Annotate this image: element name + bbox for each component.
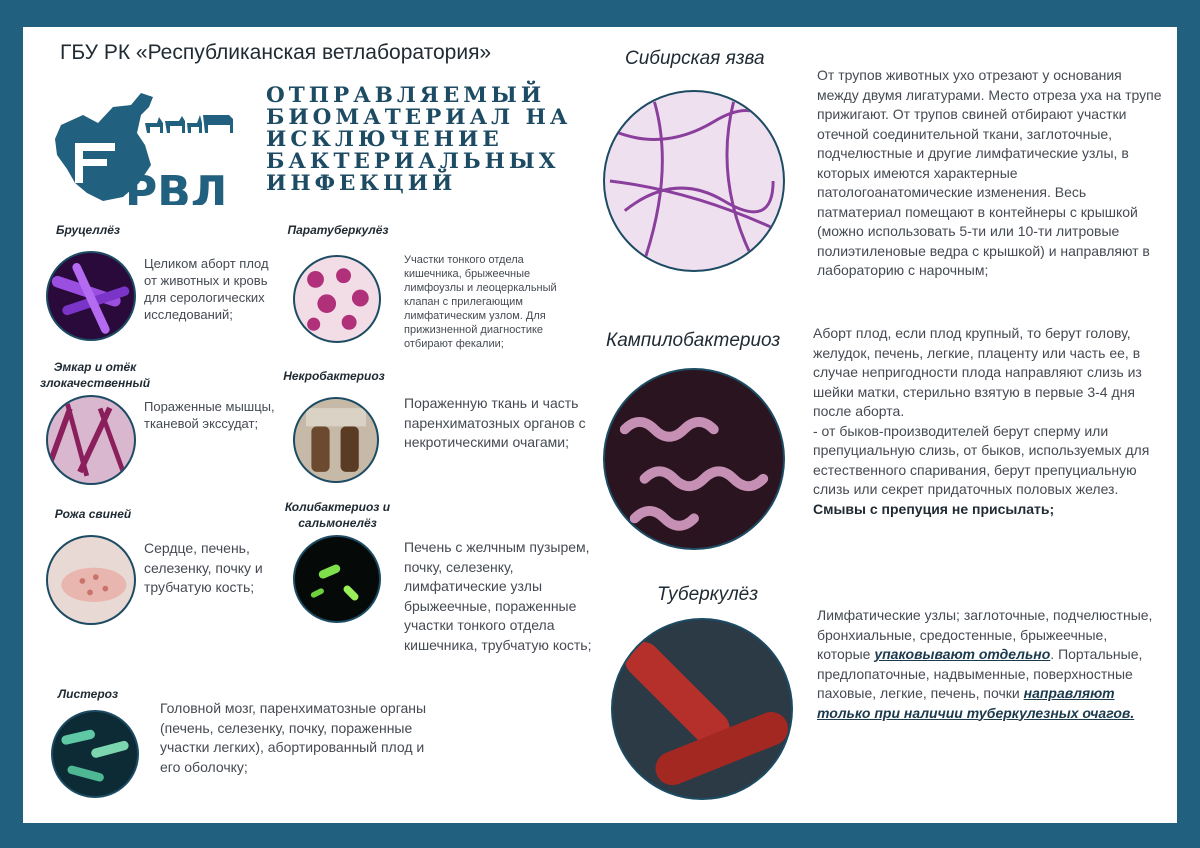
title-line: ИНФЕКЦИЙ [266, 171, 457, 196]
colibacteriosis-image [293, 535, 381, 623]
emkar-description: Пораженные мышцы, тканевой экссудат; [144, 399, 275, 431]
anthrax-description: От трупов животных ухо отрезают у основания между двумя лигатурами. Место отреза уха на трупе прижигают. От трупов свиней отбирают участки отечной соединительной ткани, заглоточные, подчелюстные и другие лимфатические узлы, в которых имеются характерные патологоанатомические изменения. Весь патматериал помещают в контейнеры с крышкой (можно использовать 5-ти или 10-ти литровые полиэтиленовые ведра с крышкой) и направляют в лабораторию с нарочным; [817, 67, 1162, 278]
necrobacteriosis-description: Пораженную ткань и часть паренхиматозных органов с некротическими очагами; [404, 395, 586, 450]
brucellosis-image [46, 251, 136, 341]
disease-name-tuberculosis: Туберкулёз [657, 584, 759, 605]
disease-name-brucellosis: Бруцеллёз [55, 223, 121, 237]
campylobacteriosis-description [813, 324, 1158, 519]
necrobacteriosis-image [293, 397, 379, 483]
paratuberculosis-image [293, 255, 381, 343]
tuberculosis-image [611, 618, 793, 800]
tuberculosis-description [817, 606, 1162, 723]
disease-name-anthrax: Сибирская язва [625, 48, 765, 69]
poster [23, 27, 1177, 823]
disease-name-necrobacteriosis: Некробактериоз [283, 369, 385, 383]
listeriosis-image [51, 710, 139, 798]
disease-name-listeriosis: Листероз [57, 687, 119, 701]
title-line: БАКТЕРИАЛЬНЫХ [266, 149, 560, 174]
listeriosis-description: Головной мозг, паренхиматозные органы (печень, селезенку, почку, пораженные участки легких), абортированный плод и его оболочку; [160, 700, 427, 775]
rvl-logo [53, 85, 243, 210]
campylobacteriosis-text: Аборт плод, если плод крупный, то берут голову, желудок, печень, легкие, плаценту или часть ее, в случае непригодности плода направляют слизь из шейки матки, стерильно взятую в первые 3-4 дня после аборта. - от быков-производителей берут сперму или препуциальную слизь, от быков, используемых для естественного спаривания, берут препуциальную слизь или секрет придаточных половых желез. [813, 325, 1150, 497]
campylobacteriosis-warning: Смывы с препуция не присылать; [813, 500, 1055, 517]
tuberculosis-emphasis-b: направляют только при наличии туберкулезных очагов. [817, 685, 1135, 721]
title-line: БИОМАТЕРИАЛ НА [266, 105, 572, 130]
title-line: ИСКЛЮЧЕНИЕ [266, 127, 503, 152]
erysipelas-description: Сердце, печень, селезенку, почку и трубчатую кость; [144, 540, 263, 595]
tuberculosis-text-a: Лимфатические узлы; заглоточные, подчелюстные, бронхиальные, средостенные, брыжеечные, которые [817, 607, 1153, 662]
anthrax-image [603, 90, 785, 272]
poster-title [266, 85, 596, 195]
organization-title: ГБУ РК «Республиканская ветлаборатория» [60, 41, 492, 64]
brucellosis-description: Целиком аборт плод от животных и кровь для серологических исследований; [144, 256, 269, 322]
disease-name-emkar: Эмкар и отёк злокачественный [39, 360, 151, 390]
disease-name-paratuberculosis: Паратуберкулёз [287, 223, 389, 237]
logo-text: РВЛ [125, 167, 228, 205]
colibacteriosis-description: Печень с желчным пузырем, почку, селезенку, лимфатические узлы брыжеечные, пораженные участки тонкого отдела кишечника, трубчатую кость; [404, 539, 592, 653]
disease-name-colibacteriosis: Колибактериоз и сальмонелёз [284, 500, 391, 530]
tuberculosis-emphasis-a: упаковывают отдельно [874, 646, 1051, 662]
emkar-image [46, 395, 136, 485]
campylobacteriosis-image [603, 368, 785, 550]
tuberculosis-text-b: . Портальные, предлопаточные, надвыменные, поверхностные паховые, легкие, печень, почки [817, 646, 1143, 701]
paratuberculosis-description: Участки тонкого отдела кишечника, брыжеечные лимфоузлы и леоцеркальный клапан с прилегающим лимфатическим узлом. Для прижизненной диагностике отбирают фекалии; [404, 254, 557, 350]
disease-name-erysipelas: Рожа свиней [54, 507, 132, 521]
disease-name-campylobacteriosis: Кампилобактериоз [606, 330, 781, 351]
erysipelas-image [46, 535, 136, 625]
title-line: ОТПРАВЛЯЕМЫЙ [266, 83, 546, 108]
